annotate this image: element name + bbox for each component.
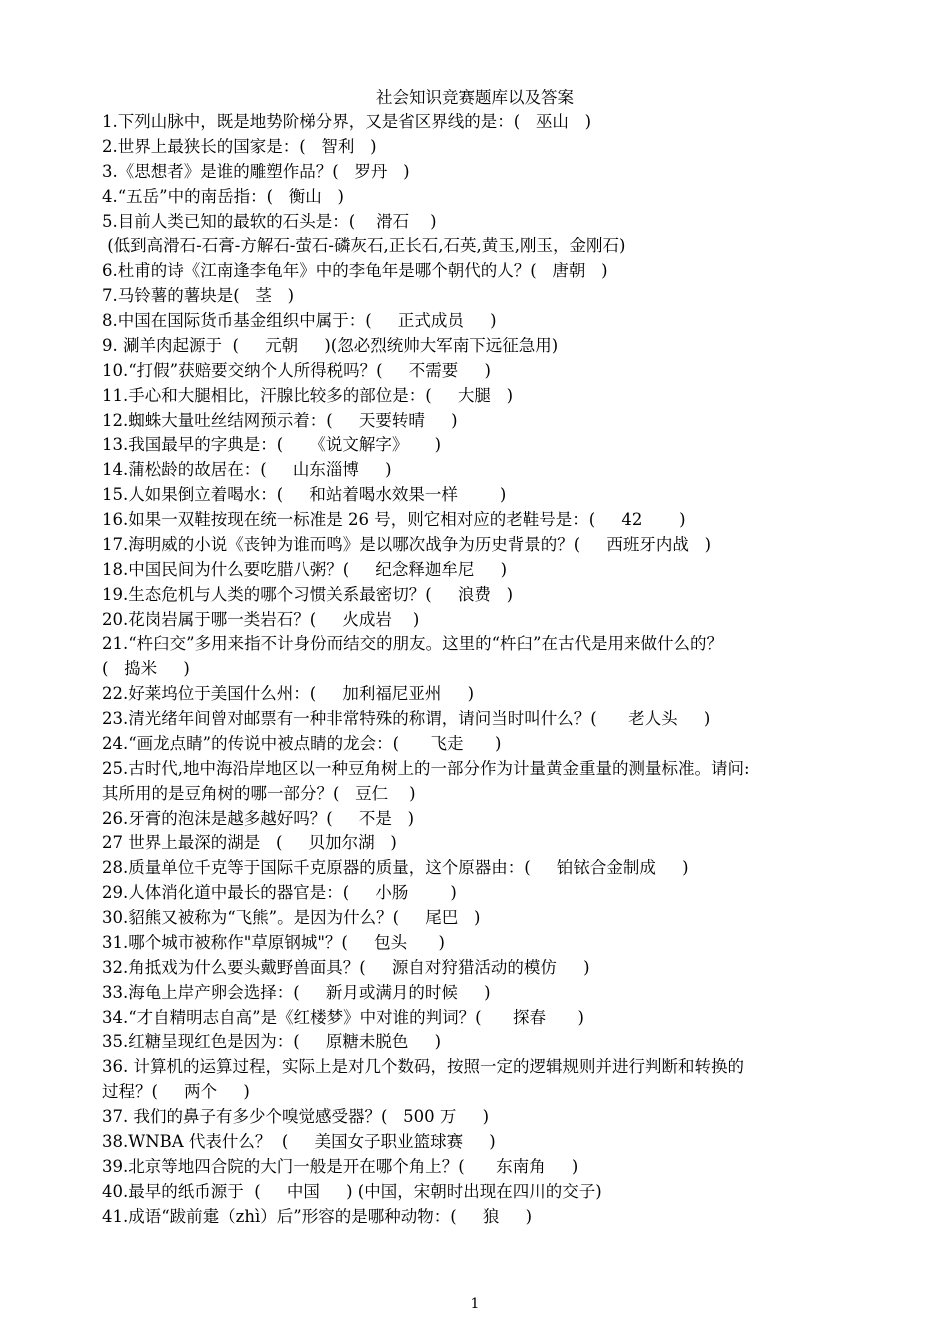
question-line: 40.最早的纸币源于 ( 中国 ) (中国，宋朝时出现在四川的交子) bbox=[102, 1181, 602, 1201]
question-line: 1.下列山脉中，既是地势阶梯分界，又是省区界线的是：( 巫山 ) bbox=[102, 112, 592, 131]
question-line: 11.手心和大腿相比，汗腺比较多的部位是：( 大腿 ) bbox=[102, 385, 514, 405]
question-line: (低到高滑石-石膏-方解石-萤石-磷灰石,正长石,石英,黄玉,刚玉，金刚石) bbox=[102, 236, 626, 256]
question-line: 38.WNBA 代表什么？ ( 美国女子职业篮球赛 ) bbox=[102, 1131, 496, 1151]
question-line: 2.世界上最狭长的国家是：( 智利 ) bbox=[102, 136, 377, 156]
question-line: 39.北京等地四合院的大门一般是开在哪个角上？( 东南角 ) bbox=[102, 1156, 579, 1176]
question-line: 25.古时代,地中海沿岸地区以一种豆角树上的一部分作为计量黄金重量的测量标准。请问: bbox=[102, 758, 750, 778]
question-line: 23.清光绪年间曾对邮票有一种非常特殊的称谓，请问当时叫什么？( 老人头 ) bbox=[102, 709, 711, 728]
question-line: 35.红糖呈现红色是因为：( 原糖未脱色 ) bbox=[102, 1032, 442, 1052]
question-line: 27 世界上最深的湖是 ( 贝加尔湖 ) bbox=[102, 833, 397, 853]
question-line: 41.成语“跋前疐（zhì）后”形容的是哪种动物：( 狼 ) bbox=[102, 1206, 533, 1226]
question-line: 12.蜘蛛大量吐丝结网预示着：( 天要转晴 ) bbox=[102, 410, 458, 430]
question-line: 15.人如果倒立着喝水：( 和站着喝水效果一样 ) bbox=[102, 485, 507, 505]
question-line: 其所用的是豆角树的哪一部分？( 豆仁 ) bbox=[102, 783, 416, 803]
question-line: 24.“画龙点睛”的传说中被点睛的龙会：( 飞走 ) bbox=[102, 733, 502, 753]
question-line: 14.蒲松龄的故居在：( 山东淄博 ) bbox=[102, 460, 392, 480]
question-line: 5.目前人类已知的最软的石头是：( 滑石 ) bbox=[102, 211, 437, 231]
question-line: 22.好莱坞位于美国什么州：( 加利福尼亚州 ) bbox=[102, 684, 475, 704]
question-line: 10.“打假”获赔要交纳个人所得税吗？( 不需要 ) bbox=[102, 360, 491, 380]
question-line: 19.生态危机与人类的哪个习惯关系最密切？( 浪费 ) bbox=[102, 584, 514, 604]
question-line: 16.如果一双鞋按现在统一标准是 26 号，则它相对应的老鞋号是：( 42 ) bbox=[102, 510, 686, 529]
question-line: 13.我国最早的字典是：( 《说文解字》 ) bbox=[102, 435, 442, 455]
question-line: 18.中国民间为什么要吃腊八粥？( 纪念释迦牟尼 ) bbox=[102, 559, 508, 579]
question-line: 21.“杵臼交”多用来指不计身份而结交的朋友。这里的“杵臼”在古代是用来做什么的？ bbox=[102, 634, 723, 654]
question-line: 20.花岗岩属于哪一类岩石？( 火成岩 ) bbox=[102, 609, 420, 629]
document-title: 社会知识竞赛题库以及答案 bbox=[376, 88, 574, 107]
question-line: 3.《思想者》是谁的雕塑作品？( 罗丹 ) bbox=[102, 161, 410, 181]
question-line: 26.牙膏的泡沫是越多越好吗？( 不是 ) bbox=[102, 808, 415, 828]
page-number: 1 bbox=[470, 1296, 480, 1312]
question-line: 28.质量单位千克等于国际千克原器的质量，这个原器由：( 铂铱合金制成 ) bbox=[102, 858, 689, 878]
question-line: 9. 涮羊肉起源于 ( 元朝 )(忽必烈统帅大军南下远征急用) bbox=[102, 335, 559, 355]
question-line: 33.海龟上岸产卵会选择：( 新月或满月的时候 ) bbox=[102, 982, 491, 1002]
question-list bbox=[102, 110, 852, 1229]
question-line: 过程？( 两个 ) bbox=[102, 1082, 250, 1102]
question-line: 36. 计算机的运算过程，实际上是对几个数码，按照一定的逻辑规则并进行判断和转换的 bbox=[102, 1057, 744, 1077]
question-line: 34.“才自精明志自高”是《红楼梦》中对谁的判词？( 探春 ) bbox=[102, 1007, 584, 1027]
question-line: 31.哪个城市被称作"草原钢城"？( 包头 ) bbox=[102, 932, 445, 952]
question-line: 30.貂熊又被称为“飞熊”。是因为什么？( 尾巴 ) bbox=[102, 908, 481, 927]
question-line: 4.“五岳”中的南岳指：( 衡山 ) bbox=[102, 186, 344, 206]
question-line: 6.杜甫的诗《江南逢李龟年》中的李龟年是哪个朝代的人？( 唐朝 ) bbox=[102, 261, 608, 281]
question-line: 32.角抵戏为什么要头戴野兽面具？( 源自对狩猎活动的模仿 ) bbox=[102, 957, 590, 977]
question-line: 29.人体消化道中最长的器官是：( 小肠 ) bbox=[102, 883, 457, 903]
question-line: 7.马铃薯的薯块是( 茎 ) bbox=[102, 286, 295, 306]
question-line: 37. 我们的鼻子有多少个嗅觉感受器？( 500 万 ) bbox=[102, 1107, 490, 1126]
question-line: 8.中国在国际货币基金组织中属于：( 正式成员 ) bbox=[102, 311, 497, 330]
question-line: ( 捣米 ) bbox=[102, 659, 190, 679]
question-line: 17.海明威的小说《丧钟为谁而鸣》是以哪次战争为历史背景的？( 西班牙内战 ) bbox=[102, 534, 712, 554]
